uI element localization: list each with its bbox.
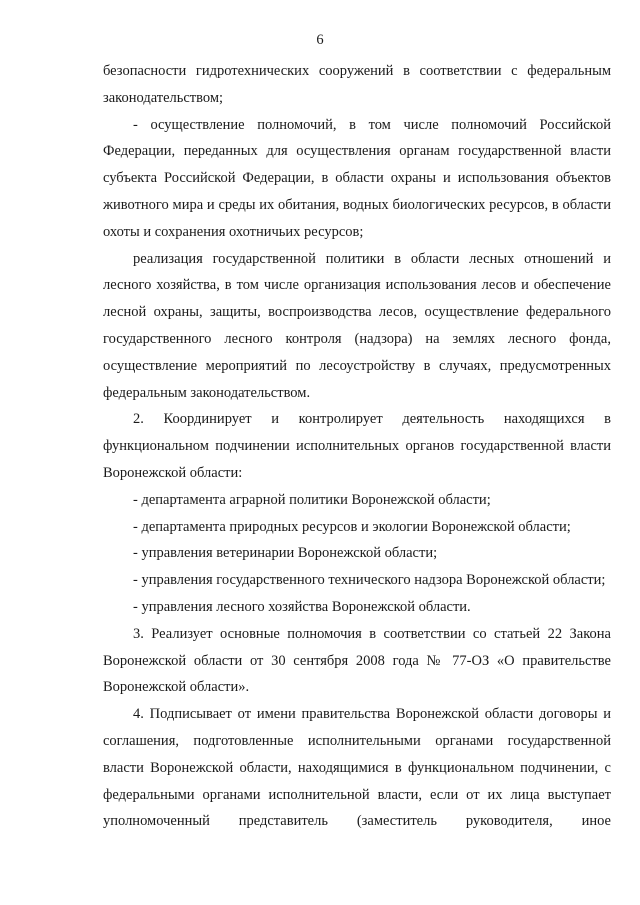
document-body: [103, 58, 611, 835]
paragraph: - управления государственного технического надзора Воронежской области;: [133, 572, 606, 589]
page-number: 6: [316, 32, 324, 48]
paragraph: реализация государственной политики в области лесных отношений и лесного хозяйства, в том числе организация использования лесов и обеспечение лесной охраны, защиты, воспроизводства лесов, осуществление федерального государственного лесного контроля (надзора) на землях лесного фонда, осуществление мероприятий по лесоустройству в случаях, предусмотренных федеральным законодательством.: [103, 250, 611, 401]
paragraph: 3. Реализует основные полномочия в соответствии со статьей 22 Закона Воронежской области от 30 сентября 2008 года № 77-ОЗ «О правительстве Воронежской области».: [103, 625, 611, 696]
paragraph: - управления ветеринарии Воронежской области;: [133, 545, 438, 562]
paragraph: 2. Координирует и контролирует деятельность находящихся в функциональном подчинении исполнительных органов государственной власти Воронежской области:: [103, 411, 611, 481]
paragraph: - осуществление полномочий, в том числе полномочий Российской Федерации, переданных для осуществления органам государственной власти субъекта Российской Федерации, в области охраны и использования объектов животного мира и среды их обитания, водных биологических ресурсов, в области охоты и сохранения охотничьих ресурсов;: [103, 116, 611, 240]
paragraph: безопасности гидротехнических сооружений в соответствии с федеральным законодательством;: [103, 63, 611, 106]
paragraph: 4. Подписывает от имени правительства Воронежской области договоры и соглашения, подготовленные исполнительными органами государственной власти Воронежской области, находящимися в функциональном подчинении, с федеральными органами исполнительной власти, если от их лица выступает уполномоченный представитель (заместитель руководителя, иное: [103, 706, 611, 830]
paragraph: - управления лесного хозяйства Воронежской области.: [133, 598, 471, 615]
paragraph: - департамента аграрной политики Воронежской области;: [133, 491, 491, 508]
paragraph: - департамента природных ресурсов и экологии Воронежской области;: [133, 518, 571, 535]
